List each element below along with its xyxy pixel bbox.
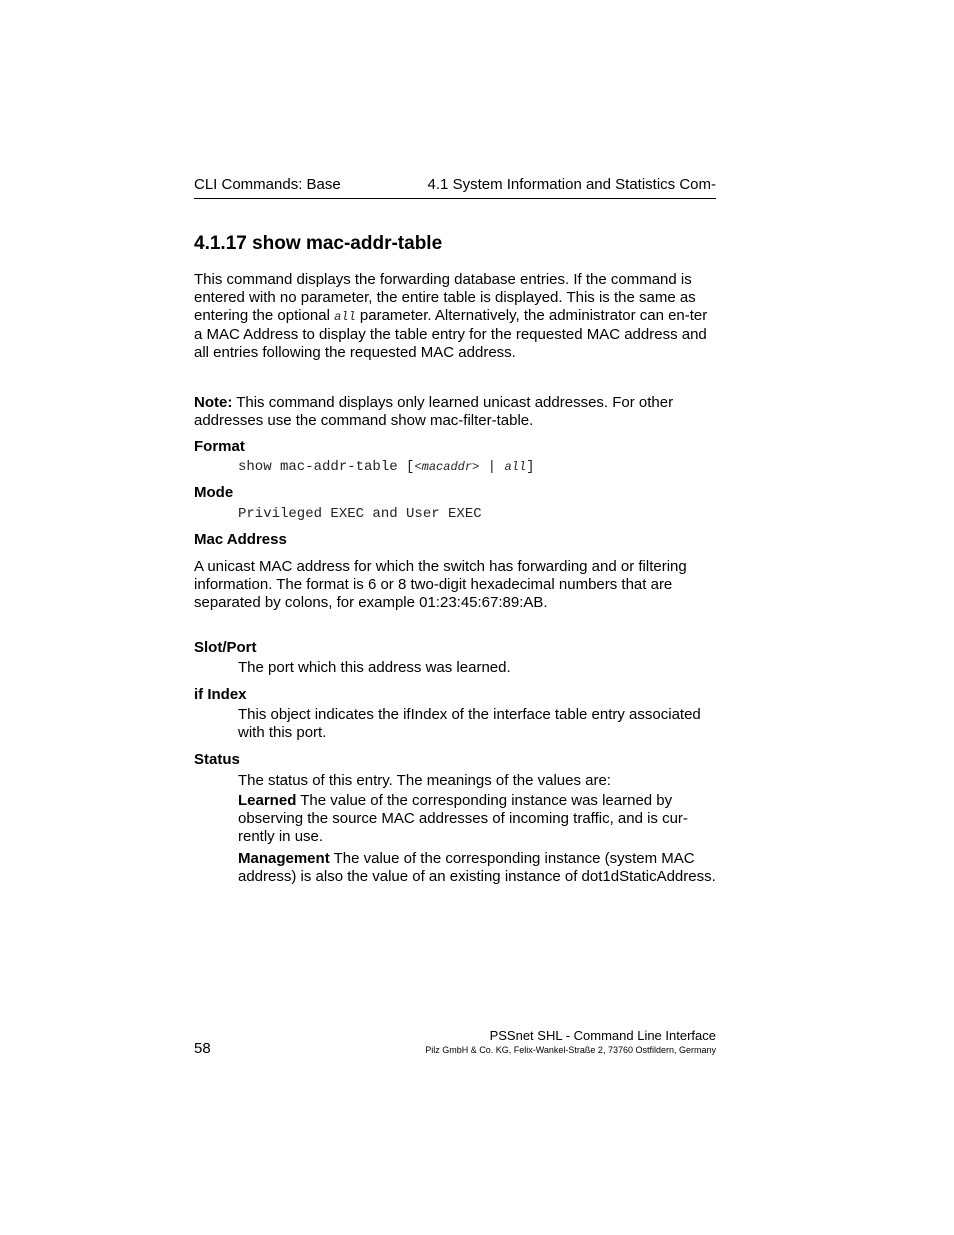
footer <box>425 1028 716 1055</box>
mode-heading: Mode <box>194 484 234 501</box>
header-section: 4.1 System Information and Statistics Com- <box>427 176 716 193</box>
format-arg-macaddr: <macaddr> <box>414 460 480 474</box>
header-chapter: CLI Commands: Base <box>194 176 341 193</box>
format-arg-all: all <box>504 460 527 474</box>
status-intro: The status of this entry. The meanings of the values are: <box>238 772 611 789</box>
status-management-text: The value of the corresponding instance (system MAC address) is also the value of an existing instance of dot1dStaticAddress. <box>238 850 716 885</box>
format-command: show mac-addr-table [ <box>238 459 415 475</box>
if-index-heading: if Index <box>194 686 247 703</box>
format-syntax <box>238 459 716 475</box>
status-learned-label: Learned <box>238 792 297 809</box>
section-title <box>194 233 442 255</box>
status-learned <box>238 792 716 846</box>
mac-address-heading: Mac Address <box>194 531 287 548</box>
status-heading: Status <box>194 751 240 768</box>
running-header <box>194 175 716 199</box>
footer-doc-title: PSSnet SHL - Command Line Interface <box>489 1028 716 1043</box>
status-management <box>238 850 716 886</box>
mac-address-text: A unicast MAC address for which the switch has forwarding and or filtering information. The format is 6 or 8 two-digit hexadecimal numbers that are separated by colons, for example 01:23:45:67:89:AB. <box>194 558 687 611</box>
format-heading: Format <box>194 438 245 455</box>
status-management-label: Management <box>238 850 330 867</box>
if-index-text: This object indicates the ifIndex of the interface table entry associated with this port. <box>238 706 701 741</box>
intro-text-1: This command displays the forwarding database entries. If the command is entered with no parameter, the entire table is displayed. This is the same as entering the optional <box>194 271 696 324</box>
page-number: 58 <box>194 1040 211 1057</box>
format-separator: | <box>479 459 505 475</box>
note-label: Note: <box>194 394 233 411</box>
intro-code: all <box>334 310 356 324</box>
slot-port-heading: Slot/Port <box>194 639 257 656</box>
footer-address: Pilz GmbH & Co. KG, Felix-Wankel-Straße 2, 73760 Ostfildern, Germany <box>425 1045 716 1055</box>
section-number: 4.1.17 <box>194 233 247 254</box>
slot-port-text: The port which this address was learned. <box>238 659 511 676</box>
intro-paragraph <box>194 271 716 362</box>
note-paragraph <box>194 394 716 430</box>
section-name: show mac-addr-table <box>252 233 443 254</box>
mode-value: Privileged EXEC and User EXEC <box>238 506 482 522</box>
intro-text-2: parameter. Alternatively, the administrator can en-ter a MAC Address to display the table entry for the requested MAC address and all entries following the requested MAC address. <box>194 307 708 361</box>
status-learned-text: The value of the corresponding instance was learned by observing the source MAC addresses of incoming traffic, and is cur-rently in use. <box>238 792 688 845</box>
note-text: This command displays only learned unicast addresses. For other addresses use the command show mac-filter-table. <box>194 394 674 429</box>
document-page <box>194 0 716 1235</box>
format-close: ] <box>526 459 535 475</box>
